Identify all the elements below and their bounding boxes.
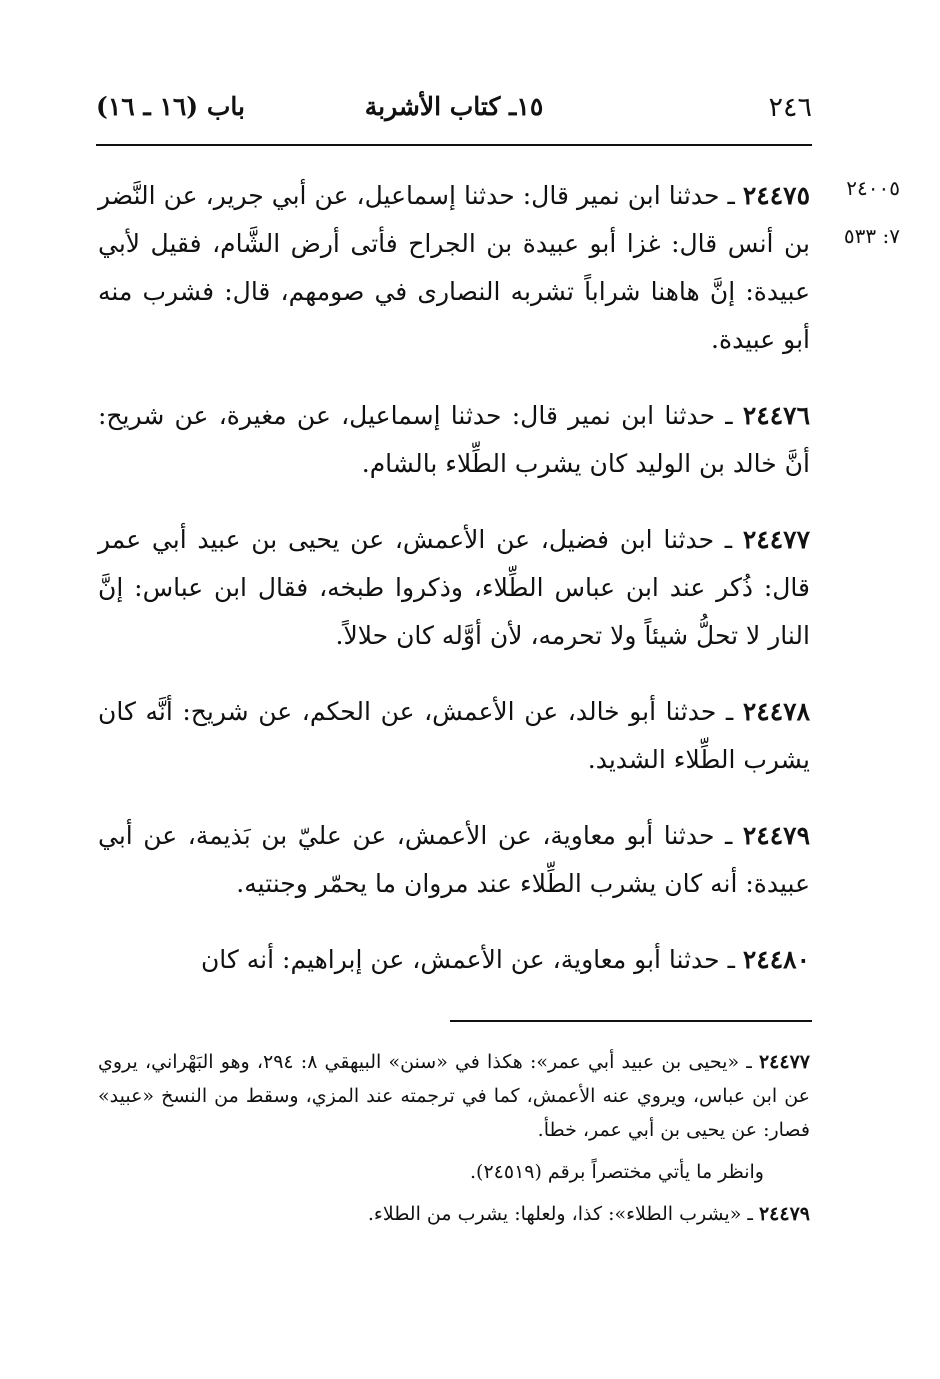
hadith-number: ٢٤٤٧٨ (742, 697, 810, 726)
hadith-paragraph (98, 936, 810, 984)
hadith-paragraph (98, 812, 810, 908)
hadith-number: ٢٤٤٧٦ (742, 401, 810, 430)
page-number: ٢٤٦ (768, 92, 812, 123)
running-header (96, 86, 812, 136)
hadith-number: ٢٤٤٧٧ (742, 525, 810, 554)
footnotes (98, 1045, 810, 1239)
hadith-text: ـ حدثنا ابن فضيل، عن الأعمش، عن يحيى بن عبيد أبي عمر قال: ذُكر عند ابن عباس الطِّلاء، وذكروا طبخه، فقال ابن عباس: إنَّ النار لا تحلُّ شيئاً ولا تحرمه، لأن أوَّله كان حلالاً. (98, 525, 810, 650)
header-rule (96, 144, 812, 146)
hadith-text: ـ حدثنا أبو معاوية، عن الأعمش، عن إبراهيم: أنه كان (200, 945, 743, 974)
hadith-number: ٢٤٤٧٥ (742, 181, 810, 210)
hadith-paragraph (98, 688, 810, 784)
footnote (98, 1045, 810, 1147)
book-title: ١٥ـ كتاب الأشربة (364, 92, 544, 121)
footnote-text: ـ «يشرب الطلاء»: كذا، ولعلها: يشرب من الطلاء. (367, 1203, 759, 1225)
section-label: باب (١٦ ـ ١٦) (96, 92, 245, 121)
hadith-number: ٢٤٤٨٠ (742, 945, 810, 974)
footnote-text: وانظر ما يأتي مختصراً برقم (٢٤٥١٩). (470, 1161, 764, 1183)
hadith-text: ـ حدثنا ابن نمير قال: حدثنا إسماعيل، عن مغيرة، عن شريح: أنَّ خالد بن الوليد كان يشرب الطِّلاء بالشام. (98, 401, 810, 478)
footnote-number: ٢٤٤٧٧ (758, 1051, 810, 1073)
footnote-number: ٢٤٤٧٩ (758, 1203, 810, 1225)
main-text (98, 172, 810, 1012)
hadith-paragraph (98, 172, 810, 364)
margin-ref: ٢٤٠٠٥ (846, 176, 900, 200)
margin-ref: ٧: ٥٣٣ (843, 224, 900, 248)
footnote (98, 1155, 810, 1189)
footnote (98, 1197, 810, 1231)
hadith-text: ـ حدثنا أبو خالد، عن الأعمش، عن الحكم، عن شريح: أنَّه كان يشرب الطِّلاء الشديد. (98, 697, 810, 774)
hadith-text: ـ حدثنا ابن نمير قال: حدثنا إسماعيل، عن أبي جرير، عن النَّضر بن أنس قال: غزا أبو عبيدة بن الجراح فأتى أرض الشَّام، فقيل لأبي عبيدة: إنَّ هاهنا شراباً تشربه النصارى في صومهم، قال: فشرب منه أبو عبيدة. (98, 181, 810, 354)
hadith-number: ٢٤٤٧٩ (742, 821, 810, 850)
footnote-text: ـ «يحيى بن عبيد أبي عمر»: هكذا في «سنن» البيهقي ٨: ٢٩٤، وهو البَهْراني، يروي عن ابن عباس، ويروي عنه الأعمش، كما في ترجمته عند المزي، وسقط من النسخ «عبيد» فصار: عن يحيى بن أبي عمر، خطأ. (98, 1051, 810, 1141)
hadith-text: ـ حدثنا أبو معاوية، عن الأعمش، عن عليّ بن بَذيمة، عن أبي عبيدة: أنه كان يشرب الطِّلاء عند مروان ما يحمّر وجنتيه. (98, 821, 810, 898)
hadith-paragraph (98, 516, 810, 660)
hadith-paragraph (98, 392, 810, 488)
footnote-rule (450, 1020, 812, 1022)
